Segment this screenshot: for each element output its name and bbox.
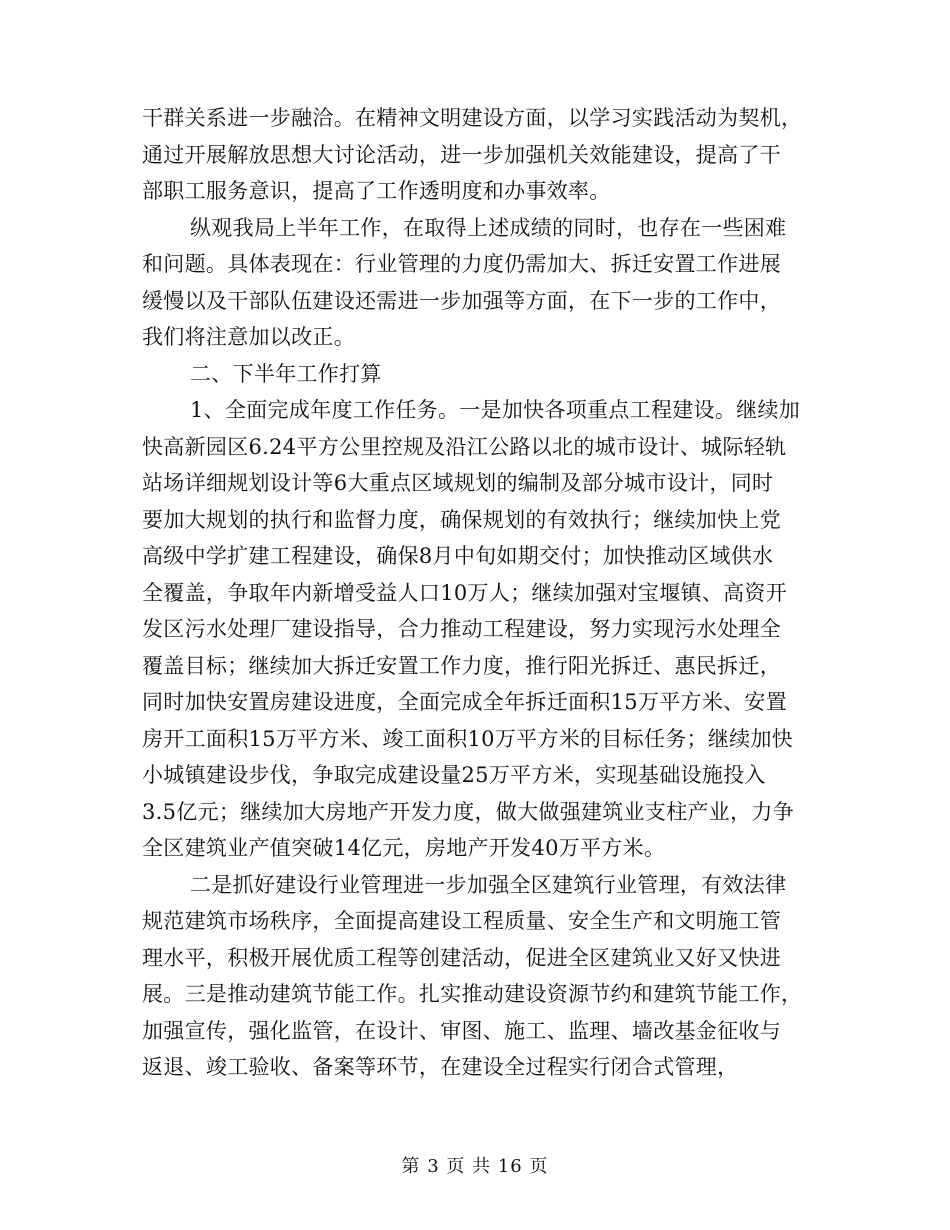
- text-line: 全区建筑业产值突破14亿元，房地产开发40万平方米。: [142, 836, 666, 860]
- text-line: 通过开展解放思想大讨论活动，进一步加强机关效能建设，提高了干: [142, 142, 781, 167]
- text-line: 干群关系进一步融洽。在精神文明建设方面，以学习实践活动为契机，: [142, 106, 803, 130]
- document-body: [142, 100, 822, 1086]
- text-line: 二、下半年工作打算: [190, 361, 382, 386]
- text-line: 二是抓好建设行业管理进一步加强全区建筑行业管理，有效法律: [190, 872, 787, 897]
- text-line: 返退、竣工验收、备案等环节，在建设全过程实行闭合式管理，: [142, 1055, 739, 1079]
- text-line: 发区污水处理厂建设指导，合力推动工程建设，努力实现污水处理全: [142, 617, 781, 641]
- text-line: 和问题。具体表现在：行业管理的力度仍需加大、拆迁安置工作进展: [142, 252, 781, 276]
- text-line: 1、全面完成年度工作任务。一是加快各项重点工程建设。继续加: [190, 398, 801, 422]
- text-line: 展。三是推动建筑节能工作。扎实推动建设资源节约和建筑节能工作，: [142, 982, 803, 1006]
- text-line: 规范建筑市场秩序，全面提高建设工程质量、安全生产和文明施工管: [142, 909, 781, 933]
- text-line: 加强宣传，强化监管，在设计、审图、施工、监理、墙改基金征收与: [142, 1018, 781, 1043]
- text-line: 缓慢以及干部队伍建设还需进一步加强等方面，在下一步的工作中，: [142, 288, 781, 313]
- text-line: 覆盖目标；继续加大拆迁安置工作力度，推行阳光拆迁、惠民拆迁，: [142, 653, 781, 678]
- text-line: 全覆盖，争取年内新增受益人口10万人；继续加强对宝堰镇、高资开: [142, 580, 788, 605]
- text-line: 站场详细规划设计等6大重点区域规划的编制及部分城市设计，同时: [142, 471, 774, 495]
- text-line: 房开工面积15万平方米、竣工面积10万平方米的目标任务；继续加快: [142, 726, 794, 751]
- text-line: 同时加快安置房建设进度，全面完成全年拆迁面积15万平方米、安置: [142, 690, 788, 714]
- text-line: 部职工服务意识，提高了工作透明度和办事效率。: [142, 179, 611, 203]
- text-line: 小城镇建设步伐，争取完成建设量25万平方米，实现基础设施投入: [142, 763, 766, 787]
- text-line: 快高新园区6.24平方公里控规及沿江公路以北的城市设计、城际轻轨: [142, 434, 787, 459]
- text-line: 高级中学扩建工程建设，确保8月中旬如期交付；加快推动区域供水: [142, 544, 774, 568]
- page-footer: 第 3 页 共 16 页: [401, 1156, 549, 1177]
- text-line: 要加大规划的执行和监督力度，确保规划的有效执行；继续加快上党: [142, 507, 781, 532]
- text-line: 纵观我局上半年工作，在取得上述成绩的同时，也存在一些困难: [190, 215, 787, 240]
- text-line: 我们将注意加以改正。: [142, 325, 355, 349]
- text-line: 理水平，积极开展优质工程等创建活动，促进全区建筑业又好又快进: [142, 945, 781, 970]
- text-line: 3.5亿元；继续加大房地产开发力度，做大做强建筑业支柱产业，力争: [142, 799, 794, 824]
